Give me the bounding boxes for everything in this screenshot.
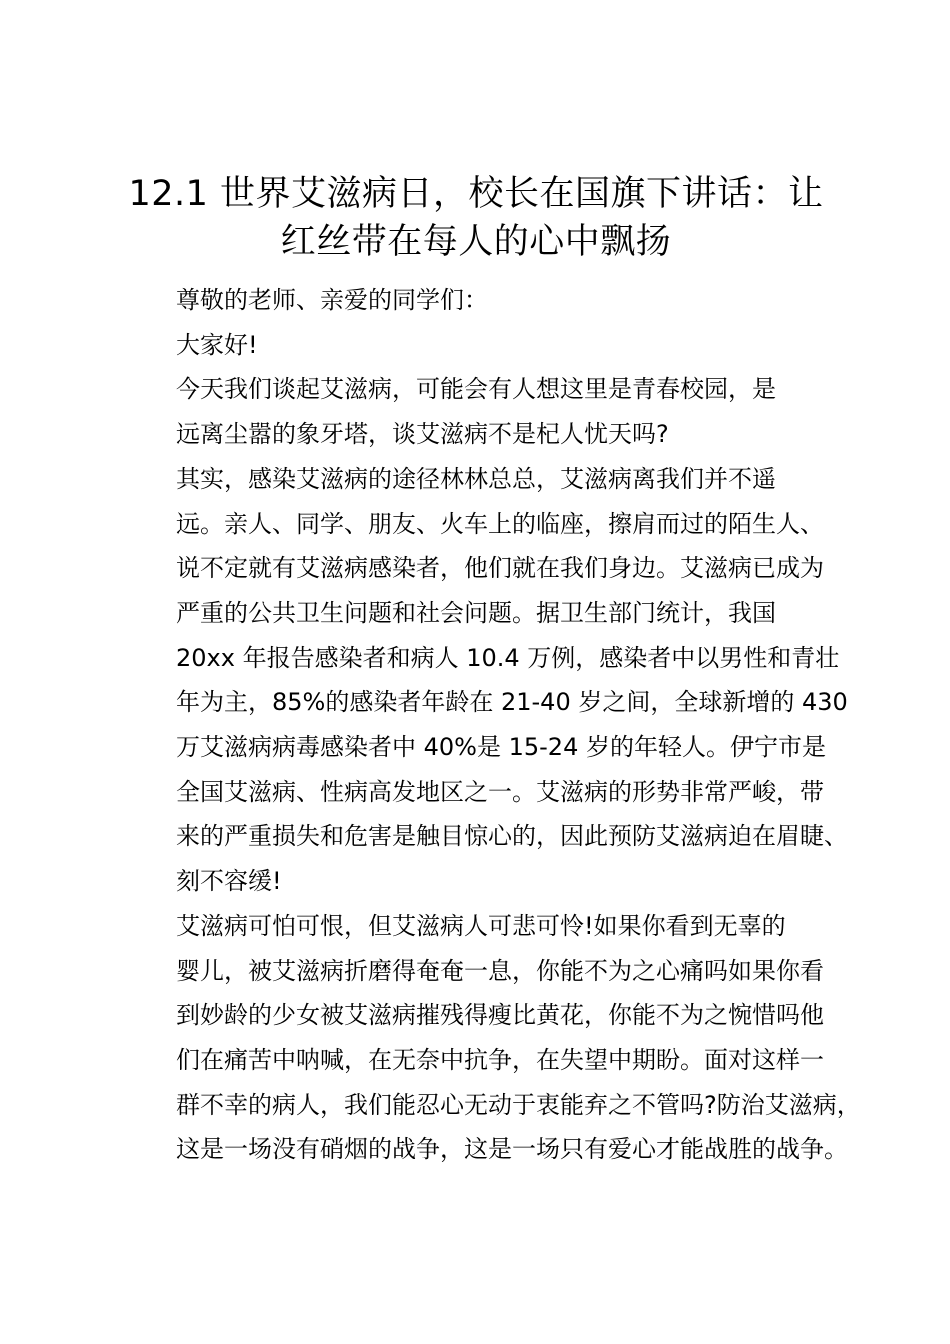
paragraph-line: 刻不容缓! bbox=[176, 867, 282, 896]
paragraph-line: 今天我们谈起艾滋病，可能会有人想这里是青春校园，是 bbox=[176, 375, 776, 404]
paragraph-line: 婴儿，被艾滋病折磨得奄奄一息，你能不为之心痛吗如果你看 bbox=[176, 956, 824, 985]
paragraph-line: 到妙龄的少女被艾滋病摧残得瘦比黄花，你能不为之惋惜吗他 bbox=[176, 1001, 824, 1030]
paragraph-line: 万艾滋病病毒感染者中 40%是 15-24 岁的年轻人。伊宁市是 bbox=[176, 733, 826, 762]
paragraph-line: 远。亲人、同学、朋友、火车上的临座，擦肩而过的陌生人、 bbox=[176, 509, 824, 538]
paragraph-line: 其实，感染艾滋病的途径林林总总，艾滋病离我们并不遥 bbox=[176, 464, 776, 493]
paragraph-line: 远离尘嚣的象牙塔，谈艾滋病不是杞人忧天吗? bbox=[176, 420, 669, 449]
title-line-2: 红丝带在每人的心中飘扬 bbox=[280, 222, 672, 262]
paragraph-line: 们在痛苦中呐喊，在无奈中抗争，在失望中期盼。面对这样一 bbox=[176, 1045, 824, 1074]
paragraph-line: 严重的公共卫生问题和社会问题。据卫生部门统计，我国 bbox=[176, 598, 776, 627]
body-paragraph-2 bbox=[128, 457, 848, 904]
salutation-paragraph bbox=[128, 278, 833, 323]
paragraph-line: 来的严重损失和危害是触目惊心的，因此预防艾滋病迫在眉睫、 bbox=[176, 822, 848, 851]
title-line-1: 12.1 世界艾滋病日，校长在国旗下讲话：让 bbox=[128, 174, 824, 214]
paragraph-line: 尊敬的老师、亲爱的同学们： bbox=[176, 286, 488, 314]
paragraph-line: 年为主，85%的感染者年龄在 21-40 岁之间，全球新增的 430 bbox=[176, 688, 848, 717]
document-title bbox=[120, 170, 832, 266]
document-body bbox=[128, 278, 861, 1172]
body-paragraph-3 bbox=[128, 904, 861, 1172]
paragraph-line: 说不定就有艾滋病感染者，他们就在我们身边。艾滋病已成为 bbox=[176, 554, 824, 583]
paragraph-line: 这是一场没有硝烟的战争，这是一场只有爱心才能战胜的战争。 bbox=[176, 1135, 848, 1164]
body-paragraph-1 bbox=[128, 367, 833, 456]
paragraph-line: 20xx 年报告感染者和病人 10.4 万例，感染者中以男性和青壮 bbox=[176, 643, 840, 672]
greeting-paragraph bbox=[128, 323, 833, 368]
paragraph-line: 艾滋病可怕可恨，但艾滋病人可悲可怜!如果你看到无辜的 bbox=[176, 911, 786, 940]
paragraph-line: 大家好! bbox=[176, 330, 258, 359]
paragraph-line: 全国艾滋病、性病高发地区之一。艾滋病的形势非常严峻，带 bbox=[176, 777, 824, 806]
paragraph-line: 群不幸的病人，我们能忍心无动于衷能弃之不管吗?防治艾滋病， bbox=[176, 1090, 861, 1119]
